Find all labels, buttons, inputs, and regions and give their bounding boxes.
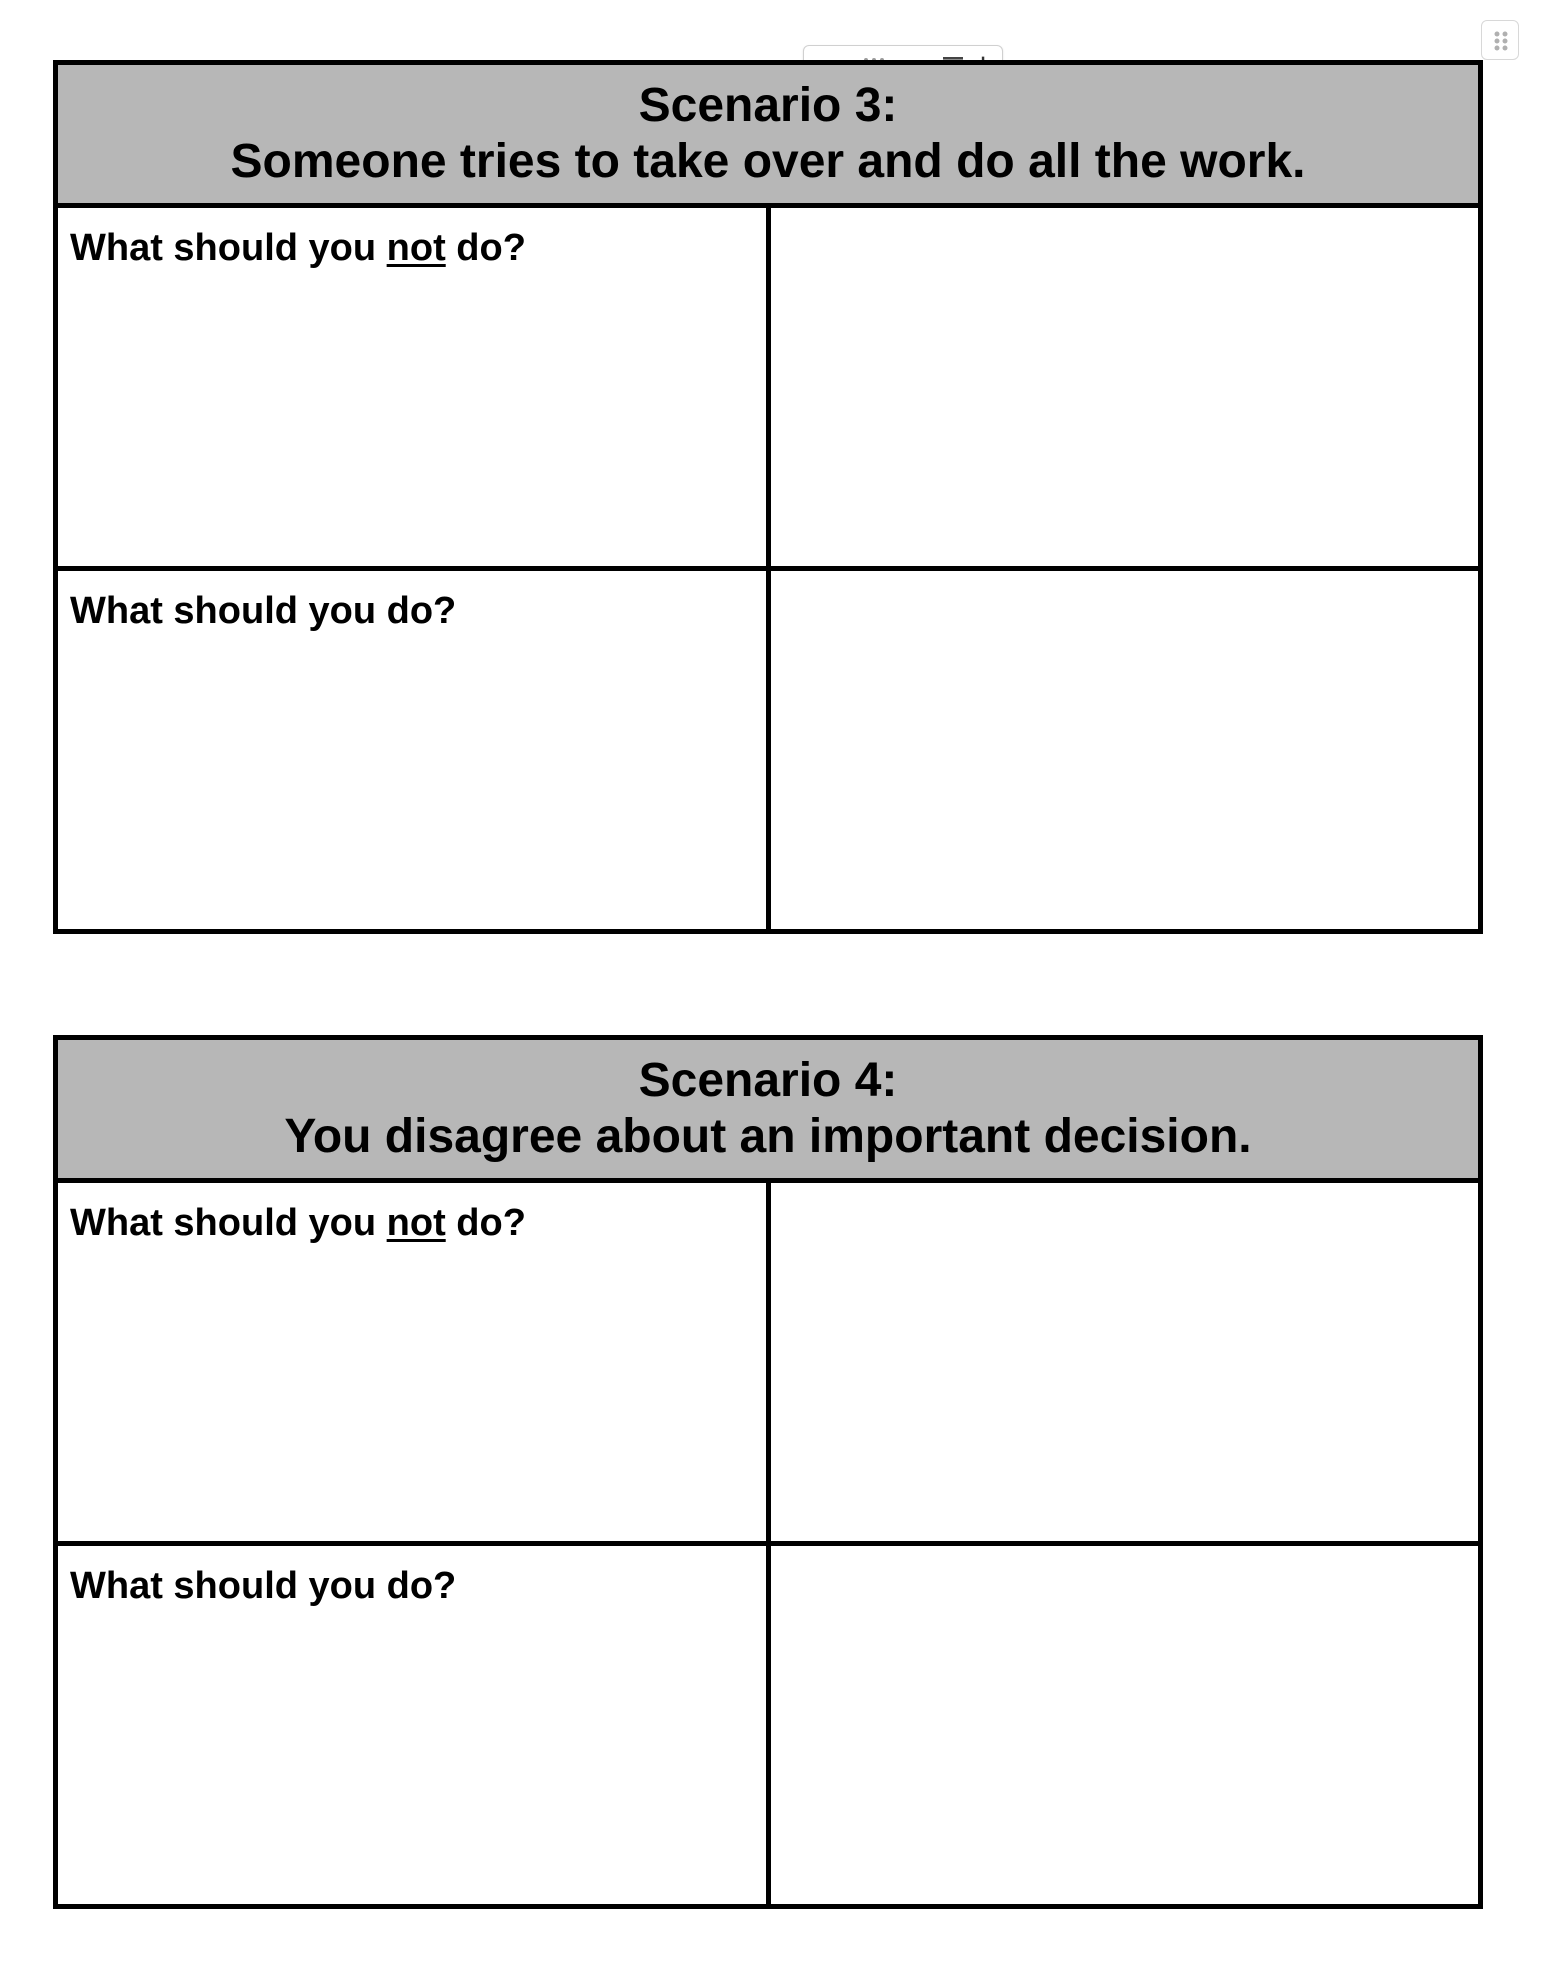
scenario-title: Scenario 3: [638,79,898,132]
scenario-table [53,60,1483,934]
question-cell [56,1181,769,1544]
question-emphasis: not [386,1202,446,1244]
answer-cell[interactable] [768,206,1481,569]
question-text-end: do? [445,227,526,269]
question-cell [56,569,769,932]
question-cell [56,1544,769,1907]
question-text-end: do? [445,1202,526,1244]
question-text: What should you do? [70,1565,457,1607]
scenario-subtitle: You disagree about an important decision. [284,1110,1252,1163]
question-text: What should you [70,1202,387,1244]
scenario-header [56,63,1481,206]
question-emphasis: not [386,227,446,269]
scenario-title: Scenario 4: [638,1054,898,1107]
block-drag-handle[interactable] [1481,20,1519,60]
scenario-table [53,1035,1483,1909]
scenario-subtitle: Someone tries to take over and do all the work. [230,135,1306,188]
scenario-header [56,1038,1481,1181]
answer-cell[interactable] [768,569,1481,932]
question-text: What should you do? [70,590,457,632]
answer-cell[interactable] [768,1181,1481,1544]
drag-handle-icon [1493,31,1509,51]
question-cell [56,206,769,569]
question-text: What should you [70,227,387,269]
answer-cell[interactable] [768,1544,1481,1907]
